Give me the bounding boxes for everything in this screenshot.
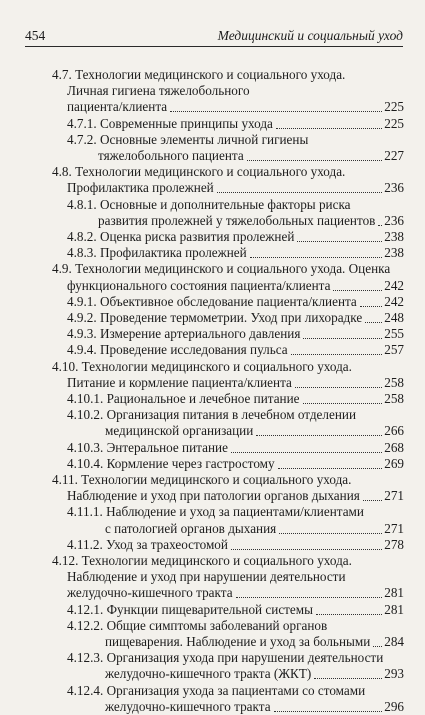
toc-entry-title: 4.9.2. Проведение термометрии. Уход при лихорадке [67, 310, 363, 325]
toc-entry-title: 4.10. Технологии медицинского и социального ухода. [52, 358, 352, 374]
toc-entry-title: 4.12.4. Организация ухода за пациентами со стомами [67, 682, 366, 698]
toc-entry-title: 4.7. Технологии медицинского и социального ухода. [52, 67, 346, 82]
toc-entry [67, 245, 404, 261]
toc-entry [105, 521, 404, 537]
toc-entry-page: 269 [384, 455, 404, 471]
toc-entry [52, 67, 404, 83]
toc-entry [67, 132, 404, 148]
toc-entry [67, 229, 404, 245]
toc-leader-dots [291, 342, 382, 358]
toc-entry-title: 4.8.3. Профилактика пролежней [67, 245, 247, 261]
toc-leader-dots [303, 326, 382, 342]
toc-leader-dots [360, 294, 382, 310]
toc-leader-dots [278, 456, 382, 472]
toc-entry-title: с патологией органов дыхания [105, 520, 277, 536]
toc-entry-page: 242 [384, 277, 404, 293]
toc-entry-page: 293 [384, 666, 404, 682]
toc-leader-dots [316, 602, 382, 618]
running-title: Медицинский и социальный уход [217, 28, 403, 43]
toc-entry [67, 310, 404, 326]
toc-entry-page: 242 [384, 293, 404, 309]
toc-entry [67, 569, 404, 585]
toc-entry-title: желудочно-кишечного тракта [67, 585, 233, 601]
toc-entry [67, 488, 404, 504]
toc-entry-page: 281 [384, 585, 404, 601]
page-number: 454 [25, 28, 46, 43]
toc-entry-page: 266 [384, 423, 404, 439]
toc-leader-dots [303, 391, 382, 407]
toc-entry [67, 683, 404, 699]
toc-entry-title: медицинской организации [105, 423, 254, 439]
toc-entry [67, 83, 404, 99]
toc-leader-dots [297, 229, 382, 245]
toc-entry-page: 236 [384, 212, 404, 228]
toc-entry-title: Профилактика пролежней [67, 180, 214, 196]
toc-entry-title: 4.11. Технологии медицинского и социального ухода. [52, 472, 352, 487]
toc-entry-title: желудочно-кишечного тракта (ЖКТ) [105, 666, 312, 682]
toc-entry [52, 553, 404, 569]
toc-entry [67, 342, 404, 358]
toc-entry-title: 4.8.1. Основные и дополнительные факторы риска [67, 196, 351, 212]
toc-entry-title: 4.10.3. Энтеральное питание [67, 439, 228, 455]
toc-entry [67, 585, 404, 601]
toc-entry [52, 261, 404, 277]
toc-entry [105, 699, 404, 715]
toc-entry [67, 294, 404, 310]
toc-entry-page: 227 [384, 148, 404, 163]
toc-entry-page: 268 [384, 439, 404, 455]
toc-entry [105, 423, 404, 439]
toc-leader-dots [217, 180, 382, 196]
toc-entry [52, 164, 404, 180]
toc-entry-title: 4.7.1. Современные принципы ухода [67, 115, 273, 131]
toc-entry-page: 238 [384, 229, 404, 244]
toc-entry-title: 4.9. Технологии медицинского и социального ухода. Оценка [52, 261, 391, 277]
toc-entry [67, 116, 404, 132]
toc-leader-dots [274, 699, 382, 715]
toc-entry-title: Питание и кормление пациента/клиента [67, 374, 292, 390]
toc-entry-page: 258 [384, 374, 404, 390]
toc-leader-dots [247, 148, 382, 164]
toc-entry-page: 271 [384, 520, 404, 536]
toc-entry [98, 148, 404, 164]
toc-leader-dots [231, 537, 382, 553]
toc-entry [67, 180, 404, 196]
toc-entry-title: 4.11.2. Уход за трахеостомой [67, 536, 228, 552]
toc-leader-dots [256, 423, 382, 439]
toc-entry-title: желудочно-кишечного тракта [105, 698, 271, 714]
toc-entry-page: 284 [384, 634, 404, 649]
toc-entry [67, 504, 404, 520]
toc-entry [67, 278, 404, 294]
toc-leader-dots [279, 521, 382, 537]
toc-entry [67, 99, 404, 115]
toc-leader-dots [314, 666, 382, 682]
toc-entry [67, 197, 404, 213]
toc-leader-dots [250, 245, 382, 261]
toc-entry-title: развития пролежней у тяжелобольных пациентов [98, 212, 376, 228]
toc-entry-title: 4.12.2. Общие симптомы заболеваний органов [67, 617, 328, 633]
toc-entry-page: 238 [384, 245, 404, 261]
toc-entry-page: 255 [384, 326, 404, 342]
toc-entry-title: 4.9.1. Объективное обследование пациента/клиента [67, 293, 357, 309]
toc-entry-page: 258 [384, 391, 404, 406]
toc-leader-dots [276, 116, 382, 132]
toc-entry-title: пищеварения. Наблюдение и уход за больными [105, 634, 371, 649]
toc-entry-page: 225 [384, 115, 404, 131]
toc-entry-title: функционального состояния пациента/клиента [67, 277, 331, 293]
toc-entry [67, 326, 404, 342]
toc-entry [105, 666, 404, 682]
toc-entry [67, 407, 404, 423]
toc-entry [67, 618, 404, 634]
toc-entry-title: пациента/клиента [67, 99, 168, 115]
toc-entry-title: Личная гигиена тяжелобольного [67, 83, 250, 99]
toc-entry [67, 391, 404, 407]
toc-entry-title: 4.12.1. Функции пищеварительной системы [67, 601, 313, 617]
toc-leader-dots [295, 375, 382, 391]
toc-leader-dots [333, 278, 382, 294]
toc-entry-title: 4.10.1. Рациональное и лечебное питание [67, 391, 300, 406]
page-header [25, 28, 403, 47]
toc-entry-page: 281 [384, 601, 404, 617]
toc-entry [67, 650, 404, 666]
toc-entry [67, 440, 404, 456]
toc-entry-page: 257 [384, 342, 404, 358]
toc-entry-title: 4.10.2. Организация питания в лечебном отделении [67, 407, 357, 423]
toc-entry [67, 602, 404, 618]
toc-entry-title: 4.12. Технологии медицинского и социального ухода. [52, 553, 352, 568]
toc-entry-title: Наблюдение и уход при патологии органов дыхания [67, 488, 360, 504]
toc-leader-dots [363, 488, 382, 504]
toc-entry-title: тяжелобольного пациента [98, 148, 244, 163]
toc-entry-page: 271 [384, 488, 404, 504]
toc-entry-title: 4.8. Технологии медицинского и социального ухода. [52, 164, 346, 180]
toc-entry-title: 4.12.3. Организация ухода при нарушении деятельности [67, 650, 384, 666]
toc-entry-title: 4.7.2. Основные элементы личной гигиены [67, 131, 309, 147]
toc-leader-dots [365, 310, 382, 326]
toc-entry-title: 4.11.1. Наблюдение и уход за пациентами/клиентами [67, 504, 364, 520]
toc-leader-dots [236, 585, 382, 601]
toc-entry [67, 537, 404, 553]
toc-entry-page: 248 [384, 310, 404, 325]
toc-entry [105, 634, 404, 650]
toc-entry-page: 278 [384, 536, 404, 552]
toc-leader-dots [231, 440, 382, 456]
toc-entry [52, 472, 404, 488]
toc-entry-title: 4.10.4. Кормление через гастростому [67, 455, 275, 471]
toc-entry [67, 375, 404, 391]
toc-entry-page: 225 [384, 99, 404, 115]
toc-entry [52, 359, 404, 375]
toc-entry-title: 4.9.3. Измерение артериального давления [67, 326, 301, 342]
toc-entry-page: 236 [384, 180, 404, 196]
toc-entry-title: 4.8.2. Оценка риска развития пролежней [67, 229, 295, 244]
toc-entry [67, 456, 404, 472]
toc-entry-title: Наблюдение и уход при нарушении деятельности [67, 569, 346, 585]
toc-leader-dots [170, 99, 382, 115]
toc-entry [98, 213, 404, 229]
toc-leader-dots [373, 634, 382, 650]
toc-entry-title: 4.9.4. Проведение исследования пульса [67, 342, 288, 358]
toc-entry-page: 296 [384, 698, 404, 714]
